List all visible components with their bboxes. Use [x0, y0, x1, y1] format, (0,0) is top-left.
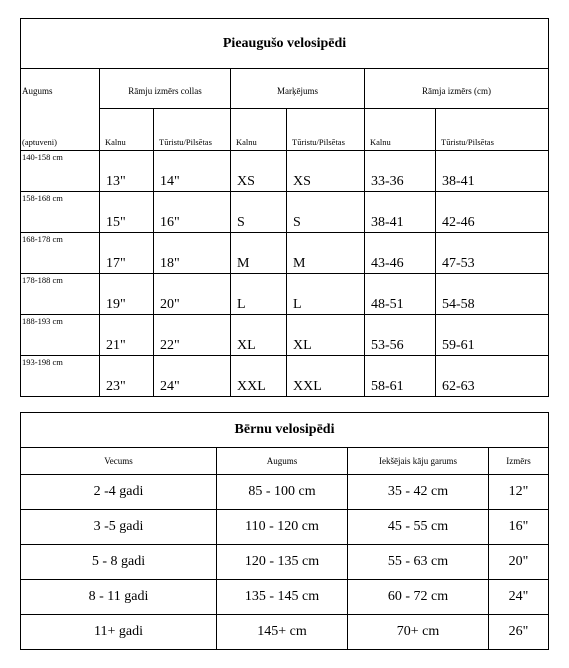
value-cell: XL: [231, 315, 287, 356]
size-cell: 16": [489, 510, 549, 545]
value-cell: XS: [231, 151, 287, 192]
table-row: [21, 545, 549, 580]
height-cell: 145+ cm: [217, 615, 348, 650]
value-cell: 17": [100, 233, 154, 274]
age-cell: 8 - 11 gadi: [21, 580, 217, 615]
value-cell: 47-53: [436, 233, 549, 274]
value-cell: 48-51: [365, 274, 436, 315]
value-cell: 16": [154, 192, 231, 233]
value-cell: 22": [154, 315, 231, 356]
table-row: [21, 274, 549, 315]
inseam-cell: 70+ cm: [348, 615, 489, 650]
size-cell: 26": [489, 615, 549, 650]
subheader-mountain-marking: Kalnu: [231, 109, 287, 151]
table-row: [21, 233, 549, 274]
value-cell: L: [231, 274, 287, 315]
table-row: [21, 315, 549, 356]
age-header: Vecums: [21, 448, 217, 475]
frame-size-cm-header: Rāmja izmērs (cm): [365, 69, 549, 109]
age-cell: 11+ gadi: [21, 615, 217, 650]
table-row: [21, 151, 549, 192]
value-cell: 54-58: [436, 274, 549, 315]
value-cell: 53-56: [365, 315, 436, 356]
height-cell: 158-168 cm: [21, 192, 100, 233]
table-row: [21, 580, 549, 615]
value-cell: 38-41: [436, 151, 549, 192]
height-cell: 168-178 cm: [21, 233, 100, 274]
value-cell: S: [231, 192, 287, 233]
subheader-touring-cm: Tūristu/Pilsētas: [436, 109, 549, 151]
value-cell: XXL: [231, 356, 287, 397]
kids-table-title: Bērnu velosipēdi: [21, 413, 549, 448]
adult-table-title: Pieaugušo velosipēdi: [21, 19, 549, 69]
kids-size-table: [20, 412, 549, 650]
height-cell: 135 - 145 cm: [217, 580, 348, 615]
frame-size-inches-header: Rāmju izmērs collas: [100, 69, 231, 109]
height-cell: 110 - 120 cm: [217, 510, 348, 545]
value-cell: S: [287, 192, 365, 233]
value-cell: XS: [287, 151, 365, 192]
value-cell: 20": [154, 274, 231, 315]
inseam-cell: 35 - 42 cm: [348, 475, 489, 510]
height-header: Augums: [21, 69, 100, 109]
value-cell: M: [231, 233, 287, 274]
value-cell: 14": [154, 151, 231, 192]
inseam-header: Iekšējais kāju garums: [348, 448, 489, 475]
adult-size-table: [20, 18, 549, 397]
marking-header: Marķējums: [231, 69, 365, 109]
value-cell: 18": [154, 233, 231, 274]
value-cell: L: [287, 274, 365, 315]
value-cell: 58-61: [365, 356, 436, 397]
height-cell: 193-198 cm: [21, 356, 100, 397]
table-row: [21, 510, 549, 545]
subheader-touring-marking: Tūristu/Pilsētas: [287, 109, 365, 151]
value-cell: 43-46: [365, 233, 436, 274]
value-cell: 13": [100, 151, 154, 192]
table-row: [21, 475, 549, 510]
age-cell: 3 -5 gadi: [21, 510, 217, 545]
height-cell: 188-193 cm: [21, 315, 100, 356]
height-header-sub: (aptuveni): [21, 109, 100, 151]
value-cell: 23": [100, 356, 154, 397]
age-cell: 2 -4 gadi: [21, 475, 217, 510]
table-row: [21, 356, 549, 397]
inseam-cell: 60 - 72 cm: [348, 580, 489, 615]
subheader-mountain-inches: Kalnu: [100, 109, 154, 151]
inseam-cell: 55 - 63 cm: [348, 545, 489, 580]
value-cell: 21": [100, 315, 154, 356]
table-row: [21, 192, 549, 233]
table-row: [21, 615, 549, 650]
inseam-cell: 45 - 55 cm: [348, 510, 489, 545]
size-cell: 12": [489, 475, 549, 510]
value-cell: 42-46: [436, 192, 549, 233]
height-header: Augums: [217, 448, 348, 475]
size-header: Izmērs: [489, 448, 549, 475]
height-cell: 85 - 100 cm: [217, 475, 348, 510]
value-cell: M: [287, 233, 365, 274]
value-cell: 24": [154, 356, 231, 397]
value-cell: XL: [287, 315, 365, 356]
subheader-touring-inches: Tūristu/Pilsētas: [154, 109, 231, 151]
subheader-mountain-cm: Kalnu: [365, 109, 436, 151]
height-cell: 178-188 cm: [21, 274, 100, 315]
value-cell: 15": [100, 192, 154, 233]
value-cell: XXL: [287, 356, 365, 397]
value-cell: 19": [100, 274, 154, 315]
value-cell: 33-36: [365, 151, 436, 192]
value-cell: 62-63: [436, 356, 549, 397]
value-cell: 59-61: [436, 315, 549, 356]
size-cell: 24": [489, 580, 549, 615]
value-cell: 38-41: [365, 192, 436, 233]
height-cell: 120 - 135 cm: [217, 545, 348, 580]
height-cell: 140-158 cm: [21, 151, 100, 192]
age-cell: 5 - 8 gadi: [21, 545, 217, 580]
size-cell: 20": [489, 545, 549, 580]
